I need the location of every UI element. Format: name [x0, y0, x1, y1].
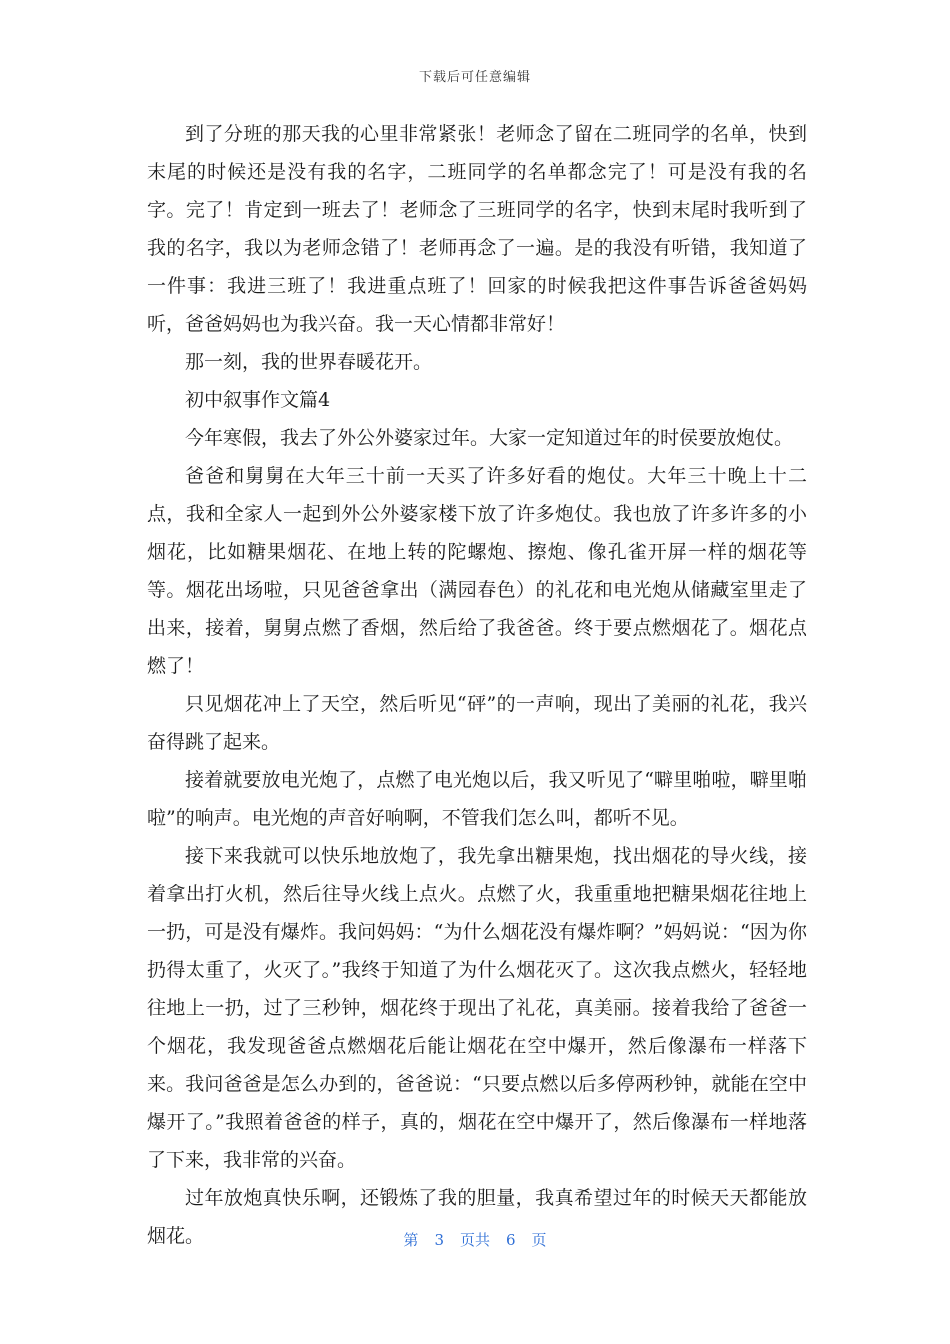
- paragraph: 接下来我就可以快乐地放炮了，我先拿出糖果炮，找出烟花的导火线，接着拿出打火机，然后往导火线上点火。点燃了火，我重重地把糖果烟花往地上一扔，可是没有爆炸。我问妈妈：“为什么烟花没有爆炸啊？”妈妈说：“因为你扔得太重了，火灭了。”我终于知道了为什么烟花灭了。这次我点燃火，轻轻地往地上一扔，过了三秒钟，烟花终于现出了礼花，真美丽。接着我给了爸爸一个烟花，我发现爸爸点燃烟花后能让烟花在空中爆开，然后像瀑布一样落下来。我问爸爸是怎么办到的，爸爸说：“只要点燃以后多停两秒钟，就能在空中爆开了。”我照着爸爸的样子，真的，烟花在空中爆开了，然后像瀑布一样地落了下来，我非常的兴奋。: [147, 845, 807, 1171]
- document-body: [147, 115, 807, 1255]
- paragraph: 今年寒假，我去了外公外婆家过年。大家一定知道过年的时侯要放炮仗。: [185, 427, 794, 449]
- paragraph: 只见烟花冲上了天空，然后听见“砰”的一声响，现出了美丽的礼花，我兴奋得跳了起来。: [147, 693, 807, 753]
- section-heading: 初中叙事作文篇4: [185, 389, 331, 411]
- footer-middle: 页共: [459, 1231, 490, 1249]
- paragraph: 爸爸和舅舅在大年三十前一天买了许多好看的炮仗。大年三十晚上十二点，我和全家人一起到外公外婆家楼下放了许多炮仗。我也放了许多许多的小烟花，比如糖果烟花、在地上转的陀螺炮、擦炮、像孔雀开屏一样的烟花等等。烟花出场啦，只见爸爸拿出（满园春色）的礼花和电光炮从储藏室里走了出来，接着，舅舅点燃了香烟，然后给了我爸爸。终于要点燃烟花了。烟花点燃了！: [147, 465, 807, 677]
- paragraph: 到了分班的那天我的心里非常紧张！老师念了留在二班同学的名单，快到末尾的时候还是没有我的名字，二班同学的名单都念完了！可是没有我的名字。完了！肯定到一班去了！老师念了三班同学的名字，快到末尾时我听到了我的名字，我以为老师念错了！老师再念了一遍。是的我没有听错，我知道了一件事：我进三班了！我进重点班了！回家的时候我把这件事告诉爸爸妈妈听，爸爸妈妈也为我兴奋。我一天心情都非常好！: [147, 123, 807, 335]
- footer-suffix: 页: [531, 1231, 547, 1249]
- footer-total-pages: 6: [506, 1231, 516, 1249]
- page-header: 下载后可任意编辑: [418, 70, 531, 85]
- paragraph: 过年放炮真快乐啊，还锻炼了我的胆量，我真希望过年的时候天天都能放烟花。: [147, 1187, 807, 1247]
- page-footer: [0, 1229, 950, 1250]
- paragraph: 接着就要放电光炮了，点燃了电光炮以后，我又听见了“噼里啪啦，噼里啪啦”的响声。电光炮的声音好响啊，不管我们怎么叫，都听不见。: [147, 769, 807, 829]
- footer-prefix: 第: [403, 1231, 419, 1249]
- paragraph: 那一刻，我的世界春暖花开。: [185, 351, 433, 373]
- footer-page-number: 3: [434, 1231, 444, 1249]
